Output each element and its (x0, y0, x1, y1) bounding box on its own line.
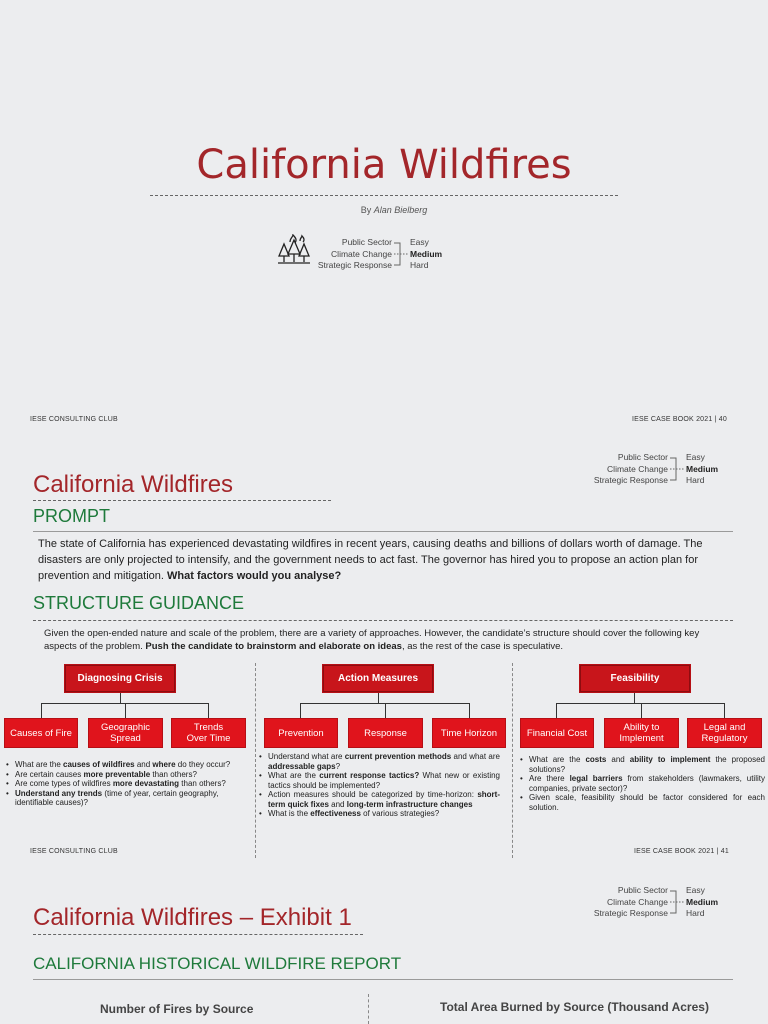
slide1-footer-right: IESE CASE BOOK 2021 | 40 (632, 416, 727, 423)
list-item: • Action measures should be categorized by time-horizon: short-term quick fixes and long-term infrastructure changes (258, 790, 500, 809)
col1-bullets (5, 760, 253, 808)
author-name: Alan Bielberg (373, 205, 428, 215)
list-item: • What are the costs and ability to implement the proposed solutions? (519, 755, 765, 774)
list-item: • Are certain causes more preventable than others? (5, 770, 253, 780)
list-item: • What is the effectiveness of various strategies? (258, 809, 500, 819)
list-item: • Are come types of wildfires more devastating than others? (5, 779, 253, 789)
slide2-footer-left: IESE CONSULTING CLUB (30, 848, 118, 855)
slide1-byline: By Alan Bielberg (360, 205, 428, 215)
legal-and-regulatory-box: Legal and Regulatory (688, 719, 761, 747)
slide2-footer-right: IESE CASE BOOK 2021 | 41 (634, 848, 729, 855)
column-separator (512, 663, 513, 858)
slide1-footer-left: IESE CONSULTING CLUB (30, 416, 118, 423)
col2-bullets (258, 752, 500, 819)
financial-cost-box: Financial Cost (521, 719, 593, 747)
geographic-spread-box: Geographic Spread (89, 719, 162, 747)
causes-of-fire-box: Causes of Fire (5, 719, 77, 747)
prompt-rule (33, 531, 733, 532)
chart-separator (368, 994, 369, 1024)
slide3-difficulty: Public Sector Climate Change Strategic Response Easy Medium Hard (593, 885, 719, 918)
col3-bullets (519, 755, 765, 812)
feasibility-box: Feasibility (580, 665, 690, 692)
trends-over-time-box: Trends Over Time (172, 719, 245, 747)
slide3-title-rule (33, 934, 363, 935)
list-item: • Understand what are current prevention methods and what are addressable gaps? (258, 752, 500, 771)
structure-heading: STRUCTURE GUIDANCE (33, 593, 245, 613)
exhibit-subheading: CALIFORNIA HISTORICAL WILDFIRE REPORT (33, 954, 402, 973)
list-item: • What are the current response tactics? What new or existing tactics should be implemented? (258, 771, 500, 790)
ability-to-implement-box: Ability to Implement (605, 719, 678, 747)
chart-left-title: Number of Fires by Source (100, 1002, 254, 1016)
time-horizon-box: Time Horizon (433, 719, 505, 747)
slide1-difficulty: Public Sector Climate Change Strategic Response Easy Medium Hard (317, 237, 443, 270)
list-item: • Understand any trends (time of year, certain geography, identifiable causes)? (5, 789, 253, 808)
slide2-difficulty: Public Sector Climate Change Strategic Response Easy Medium Hard (593, 452, 719, 485)
structure-rule (33, 620, 733, 621)
prompt-text: The state of California has experienced devastating wildfires in recent years, causing deaths and billions of dollars worth of damage. The disasters are only projected to intensify, and the government needs to act fast. The governor has hired you to propose an action plan for prevention and mitigation. What factors would you analyse? (38, 538, 703, 582)
structure-text: Given the open-ended nature and scale of the problem, there are a variety of approaches. However, the candidate’s structure should cover the following key aspects of the problem. Push the candidate to brainstorm and elaborate on ideas, as the rest of the case is speculative. (44, 628, 700, 652)
slide2-title: California Wildfires (33, 471, 234, 498)
action-measures-box: Action Measures (323, 665, 433, 692)
chart-right-title: Total Area Burned by Source (Thousand Acres) (440, 1000, 709, 1014)
slide1-title-rule (150, 195, 618, 196)
list-item: • Given scale, feasibility should be factor considered for each solution. (519, 793, 765, 812)
list-item: • What are the causes of wildfires and where do they occur? (5, 760, 253, 770)
prevention-box: Prevention (265, 719, 337, 747)
slide3-title: California Wildfires – Exhibit 1 (33, 904, 352, 931)
diagnosing-crisis-box: Diagnosing Crisis (65, 665, 175, 692)
response-box: Response (349, 719, 422, 747)
column-separator (255, 663, 256, 858)
prompt-heading: PROMPT (33, 506, 111, 526)
exhibit-rule (33, 979, 733, 980)
slide1-title: California Wildfires (196, 142, 572, 188)
list-item: • Are there legal barriers from stakeholders (lawmakers, utility companies, private sector)? (519, 774, 765, 793)
slide2-title-rule (33, 500, 331, 501)
